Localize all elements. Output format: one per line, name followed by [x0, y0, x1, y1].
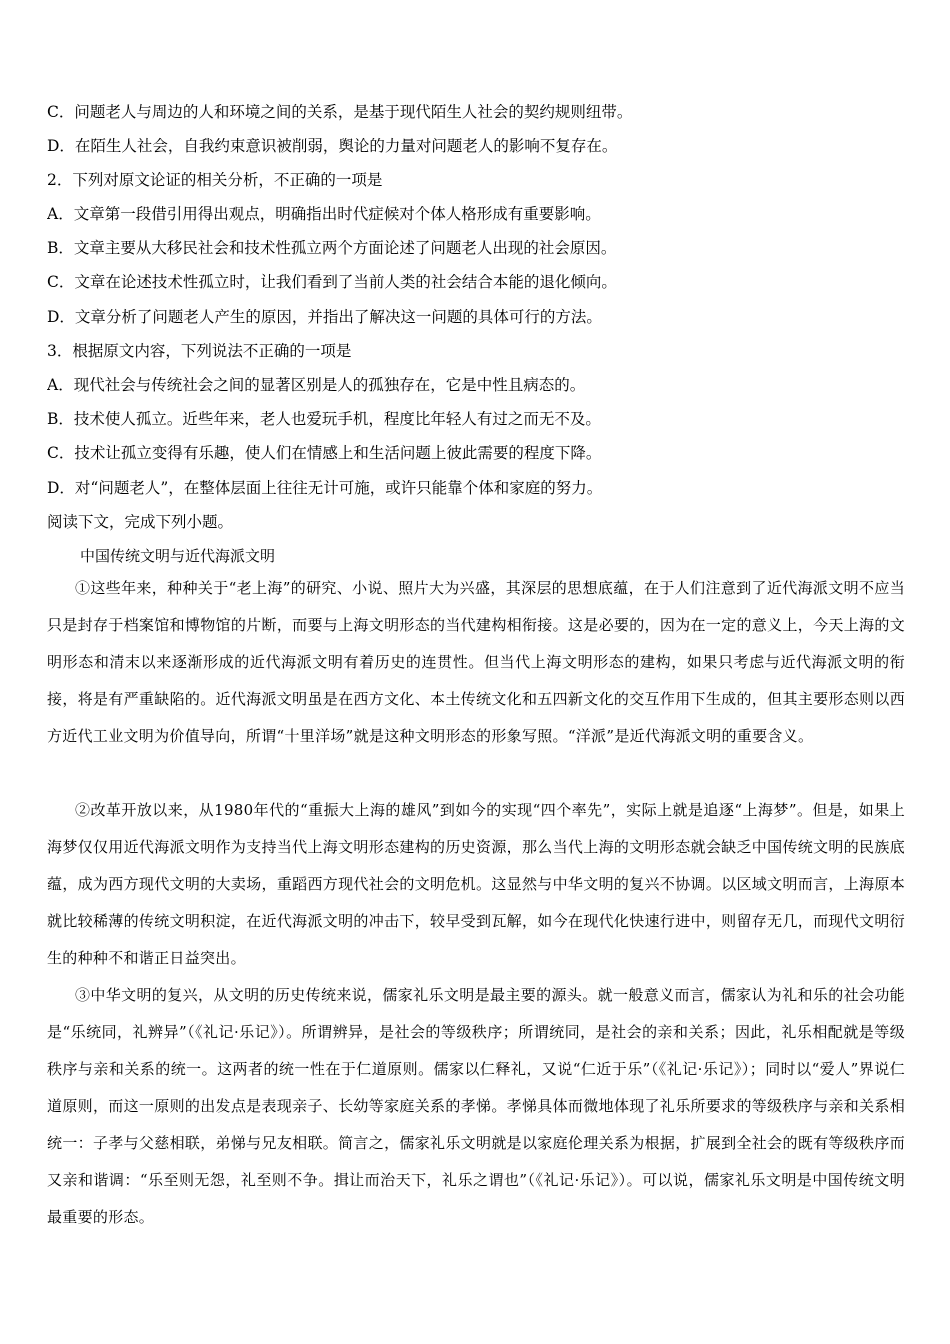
option-b-q2: B．文章主要从大移民社会和技术性孤立两个方面论述了问题老人出现的社会原因。 — [47, 239, 617, 257]
question-3-stem: 3．根据原文内容，下列说法不正确的一项是 — [47, 342, 352, 360]
option-d-q2: D．文章分析了问题老人产生的原因，并指出了解决这一问题的具体可行的方法。 — [47, 308, 602, 326]
article-paragraph-2: ②改革开放以来，从1980年代的“重振大上海的雄风”到如今的实现“四个率先”，实际上就是追逐“上海梦”。但是，如果上海梦仅仅用近代海派文明作为支持当代上海文明形态建构的历史资源，那么当代上海的文明形态就会缺乏中国传统文明的民族底蕴，成为西方现代文明的大卖场，重蹈西方现代社会的文明危机。这显然与中华文明的复兴不协调。以区域文明而言，上海原本就比较稀薄的传统文明积淀，在近代海派文明的冲击下，较早受到瓦解，如今在现代化快速行进中，则留存无几，而现代文明衍生的种种不和谐正日益突出。 — [47, 801, 905, 967]
option-a-q2: A．文章第一段借引用得出观点，明确指出时代症候对个体人格形成有重要影响。 — [47, 205, 601, 223]
article-paragraph-3: ③中华文明的复兴，从文明的历史传统来说，儒家礼乐文明是最主要的源头。就一般意义而言，儒家认为礼和乐的社会功能是“乐统同，礼辨异”（《礼记·乐记》）。所谓辨异，是社会的等级秩序；所谓统同，是社会的亲和关系；因此，礼乐相配就是等级秩序与亲和关系的统一。这两者的统一性在于仁道原则。儒家以仁释礼，又说“仁近于乐”（《礼记·乐记》）；同时以“爱人”界说仁道原则，而这一原则的出发点是表现亲子、长幼等家庭关系的孝悌。孝悌具体而微地体现了礼乐所要求的等级秩序与亲和关系相统一：子孝与父慈相联，弟悌与兄友相联。简言之，儒家礼乐文明就是以家庭伦理关系为根据，扩展到全社会的既有等级秩序而又亲和谐调：“乐至则无怨，礼至则不争。揖让而治天下，礼乐之谓也”（《礼记·乐记》）。可以说，儒家礼乐文明是中国传统文明最重要的形态。 — [47, 986, 905, 1226]
option-c-q1: C．问题老人与周边的人和环境之间的关系，是基于现代陌生人社会的契约规则纽带。 — [47, 103, 633, 121]
option-a-q3: A．现代社会与传统社会之间的显著区别是人的孤独存在，它是中性且病态的。 — [47, 376, 586, 394]
article-paragraph-1: ①这些年来，种种关于“老上海”的研究、小说、照片大为兴盛，其深层的思想底蕴，在于人们注意到了近代海派文明不应当只是封存于档案馆和博物馆的片断，而要与上海文明形态的当代建构相衔接。这是必要的，因为在一定的意义上，今天上海的文明形态和清末以来逐渐形成的近代海派文明有着历史的连贯性。但当代上海文明形态的建构，如果只考虑与近代海派文明的衔接，将是有严重缺陷的。近代海派文明虽是在西方文化、本土传统文化和五四新文化的交互作用下生成的，但其主要形态则以西方近代工业文明为价值导向，所谓“十里洋场”就是这种文明形态的形象写照。“洋派”是近代海派文明的重要含义。 — [47, 579, 905, 745]
option-d-q3: D．对“问题老人”，在整体层面上往往无计可施，或许只能靠个体和家庭的努力。 — [47, 479, 603, 497]
reading-instruction: 阅读下文，完成下列小题。 — [47, 513, 234, 531]
question-2-stem: 2．下列对原文论证的相关分析，不正确的一项是 — [47, 171, 383, 189]
option-c-q3: C．技术让孤立变得有乐趣，使人们在情感上和生活问题上彼此需要的程度下降。 — [47, 444, 602, 462]
option-d-q1: D．在陌生人社会，自我约束意识被削弱，舆论的力量对问题老人的影响不复存在。 — [47, 137, 618, 155]
option-b-q3: B．技术使人孤立。近些年来，老人也爱玩手机，程度比年轻人有过之而无不及。 — [47, 410, 601, 428]
article-title: 中国传统文明与近代海派文明 — [80, 547, 276, 565]
option-c-q2: C．文章在论述技术性孤立时，让我们看到了当前人类的社会结合本能的退化倾向。 — [47, 273, 617, 291]
